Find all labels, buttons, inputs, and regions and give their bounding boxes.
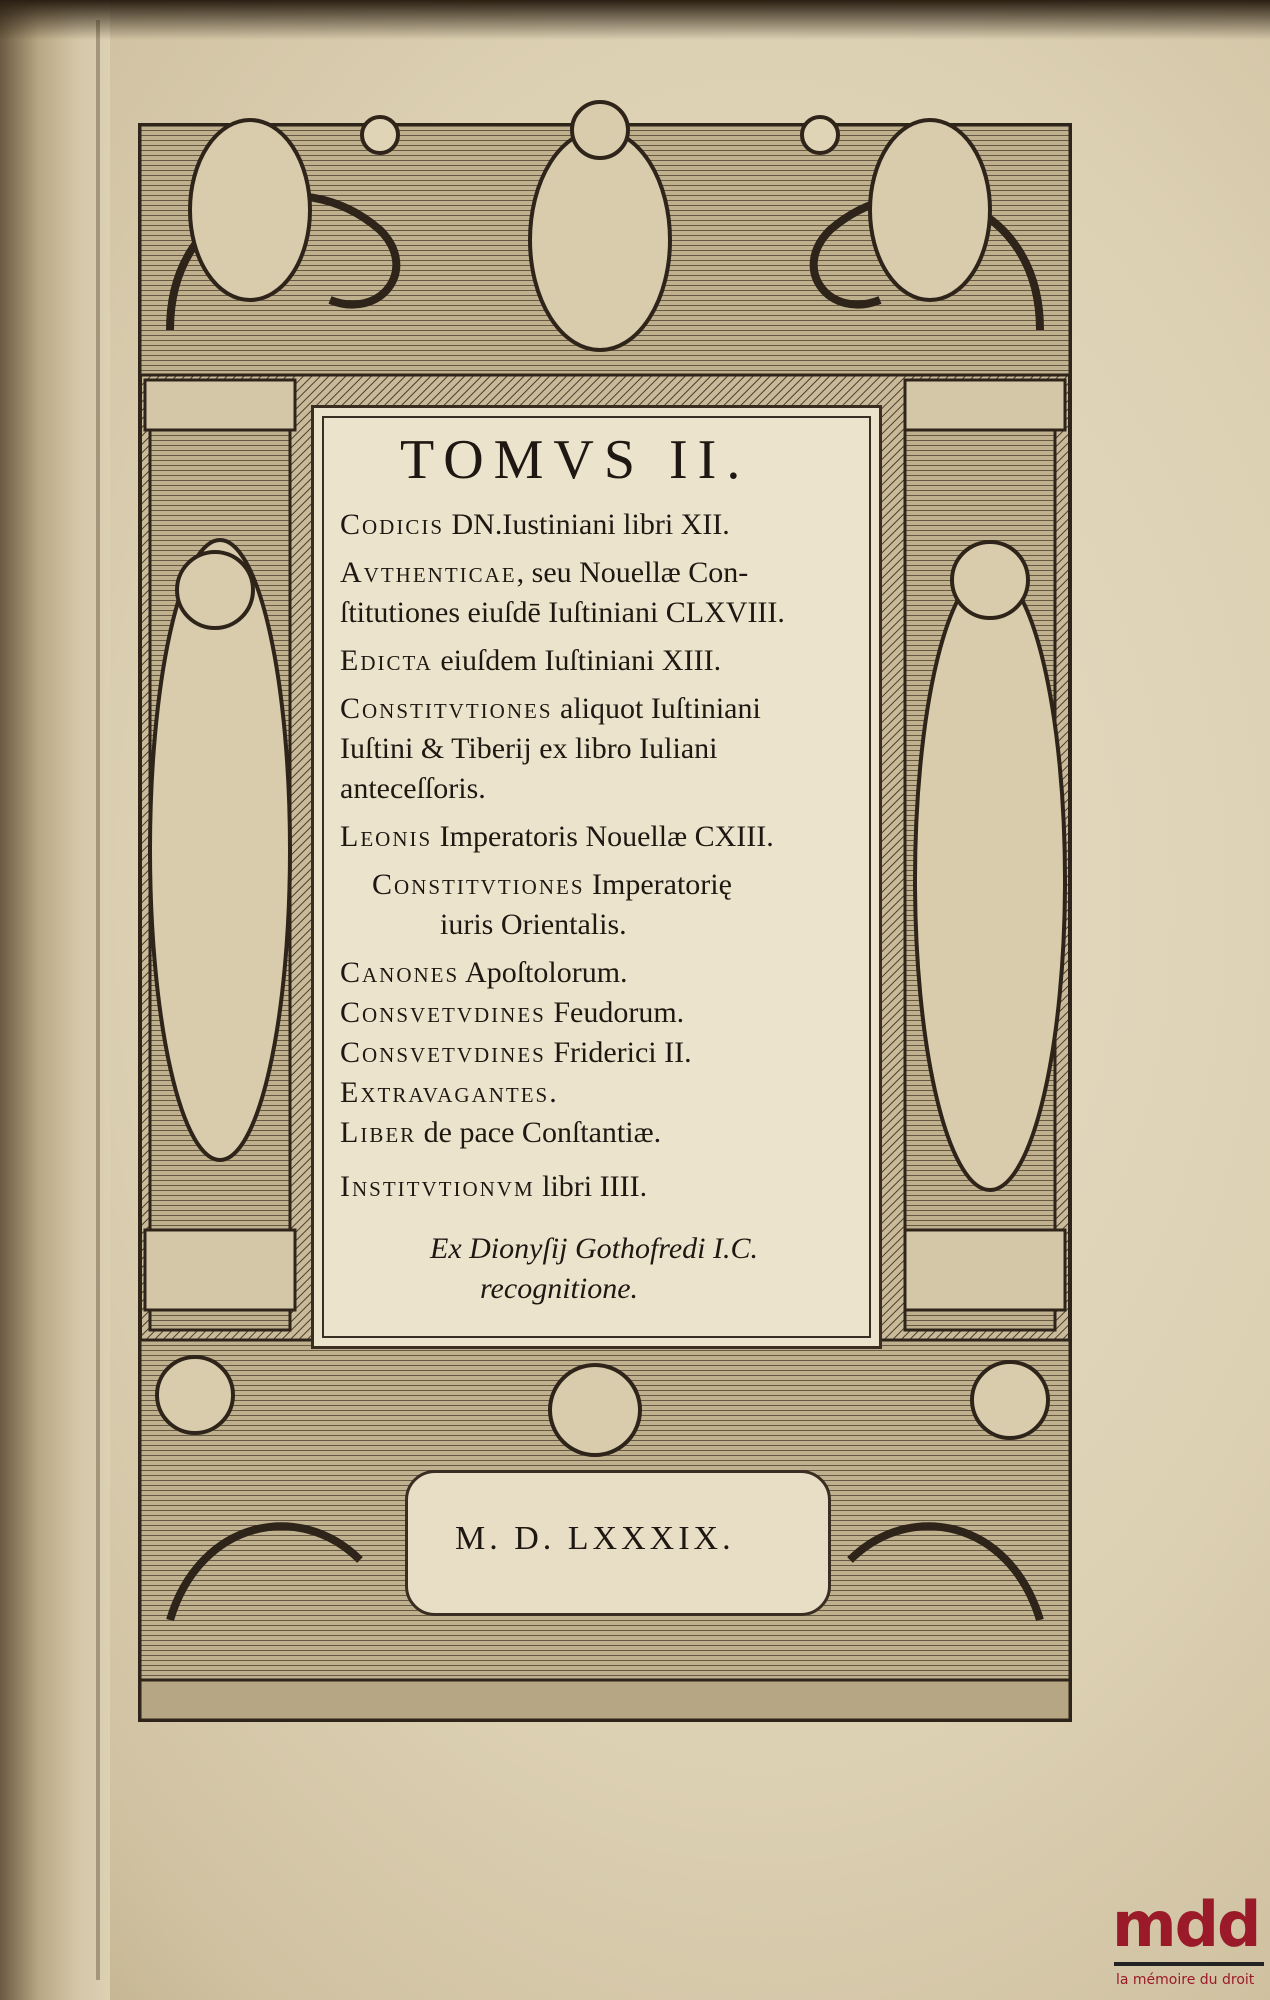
page-title: TOMVS II. — [400, 429, 751, 491]
entry-line: Edicta eiuſdem Iuſtiniani XIII. — [340, 644, 722, 677]
entry-line: Iuſtini & Tiberij ex libro Iuliani — [340, 732, 718, 765]
cherub-face — [550, 1365, 640, 1455]
figure-justice — [530, 130, 670, 350]
entry-line: Institvtionvm libri IIII. — [340, 1170, 648, 1203]
imprint-year: M. D. LXXXIX. — [455, 1520, 735, 1557]
watermark-logo: mdd — [1112, 1888, 1260, 1961]
entry-line: Constitvtiones Imperatorię — [372, 868, 732, 901]
watermark-tagline: la mémoire du droit — [1116, 1972, 1255, 1988]
entry-line: anteceſſoris. — [340, 772, 486, 805]
entry-line: ſtitutiones eiuſdē Iuſtiniani CLXVIII. — [340, 596, 785, 629]
figure-left-column — [150, 540, 290, 1160]
watermark-rule — [1114, 1962, 1264, 1966]
figure-left-top — [190, 120, 310, 300]
entry-line: Canones Apoſtolorum. — [340, 956, 628, 989]
entry-line: iuris Orientalis. — [440, 908, 627, 941]
credit-line: recognitione. — [480, 1272, 639, 1305]
entry-line: Avthenticae, seu Nouellæ Con- — [340, 556, 749, 589]
entry-line: Consvetvdines Feudorum. — [340, 996, 685, 1029]
entry-line: Codicis DN.Iustiniani libri XII. — [340, 508, 730, 541]
entry-line: Leonis Imperatoris Nouellæ CXIII. — [340, 820, 774, 853]
entry-line: Constitvtiones aliquot Iuſtiniani — [340, 692, 761, 725]
entry-line: Consvetvdines Friderici II. — [340, 1036, 692, 1069]
credit-line: Ex Dionyſij Gothofredi I.C. — [430, 1232, 759, 1265]
entry-line: Extravagantes. — [340, 1076, 559, 1109]
entry-line: Liber de pace Conſtantiæ. — [340, 1116, 662, 1149]
figure-right-top — [870, 120, 990, 300]
figure-right-column — [915, 570, 1065, 1190]
